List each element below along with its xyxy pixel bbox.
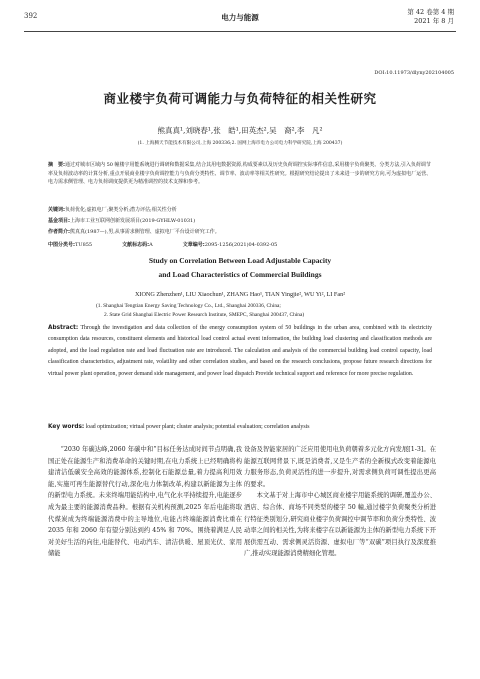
fund-info bbox=[48, 217, 432, 226]
abstract-text: 通过对城市区域内 50 幢楼宇用能系统进行调研和数据采集,结合其用电数据资源,构成要素以及历史负荷调控实际事件信息,采用楼宇负荷聚类、分类方法,引入负荷调节率及负荷波动率的计算分析,重点开展商业楼宇负荷调控能力与负荷分类特性、调节率、波动率等相关性研究。根据研究结论提出了未来进一步的研究方向,可为虚拟电厂运营、电力需求侧管理、电力负荷调度提供更为精准调控的技术支撑和参考。 bbox=[48, 162, 432, 186]
fund-text: 上海市工业互联网创新发展项目(2019-GYHLW-01031) bbox=[70, 218, 196, 224]
english-abstract bbox=[48, 323, 432, 380]
issue-info bbox=[407, 8, 454, 26]
chinese-affiliations: (1. 上海腾天节能技术有限公司,上海 200336;2. 国网上海市电力公司电力科学研究院,上海 200437) bbox=[137, 141, 343, 146]
document-code: 文献标志码:A bbox=[122, 242, 153, 248]
english-title-line2: and Load Characteristics of Commercial Buildings bbox=[158, 270, 322, 279]
english-title-line1: Study on Correlation Between Load Adjustable Capacity bbox=[148, 256, 332, 265]
journal-name: 电力与能源 bbox=[221, 13, 259, 22]
author-bio-text: 熊真真(1987—),男,从事需求侧管理、虚拟电厂平台设计研究工作。 bbox=[70, 229, 220, 235]
keywords-text: 负荷优化;虚拟电厂;聚类分析;潜力评估;相关性分析 bbox=[65, 207, 177, 213]
chinese-title: 商业楼宇负荷可调能力与负荷特征的相关性研究 bbox=[103, 91, 377, 106]
english-affiliation-1: (1. Shanghai Tengtian Energy Saving Technology Co., Ltd., Shanghai 200336, China; bbox=[96, 303, 281, 309]
fund-label: 基金项目: bbox=[48, 218, 70, 224]
body-paragraph: “2030 年碳达峰,2060 年碳中和”目标任务达成时间节点明确,我国正处在能源生产和消费革命的关键时期,在电力系统上已经明确将构建清洁低碳安全高效的能源体系,控制化石能源总量,着力提高利用效能,实施可再生能源替代行动,深化电力体制改革,构建以新能源为主体的新型电力系统。未来终端用能结构中,电气化水平持续提升,电能逐步成为最主要的能源消费品种。根据有关机构预测,2025 年后电能将取代煤炭成为终端能源消费中的主导地位,电能占终端能源消费比重在 2035 年和 2060 年有望分别达到约 45% 和 70%。围绕着满足人民对美好生活的向往,电能替代、电动汽车、清洁供暖、屋顶光伏、家用储能 bbox=[48, 446, 242, 558]
chinese-abstract bbox=[48, 161, 432, 187]
english-abstract-text: Through the investigation and data collection of the energy consumption system of 50 buildings in the urban area, combined with its electricity consumption data resources, constituent elements and historical load control actual event information, the building load clustering and classification methods are adopted, and the load regulation rate and load fluctuation rate are introduced. The calculation and analysis of the commercial building load control capacity, load classification characteristics, adjustment rate, volatility and other correlation studies, and based on the research conclusions, propose future research directions for virtual power plant operation, power demand side management, and power load dispatch Provide technical support and reference for more precise regulation. bbox=[48, 325, 432, 377]
issue-volume: 第 42 卷第 4 期 bbox=[407, 8, 454, 16]
header-rule bbox=[24, 31, 456, 32]
article-number: 文章编号:2095-1256(2021)04-0392-05 bbox=[182, 242, 278, 248]
chinese-keywords bbox=[48, 206, 432, 215]
english-affiliation-2: 2. State Grid Shanghai Electric Power Research Institute, SMEPC, Shanghai 200437, China) bbox=[104, 312, 305, 318]
body-paragraph: 设备及智能家居的广泛应用使用电负荷朝着多元化方向发展[1-3]。在能源互联网背景下,既是消费者,又是生产者的全新模式改变着能源电力服务形态,负荷灵活性的进一步提升,对需求侧负荷可调性提出更高的要求。 bbox=[244, 446, 436, 488]
english-authors: XIONG Zhenzhen¹, LIU Xiaochun¹, ZHANG Hao¹, TIAN Yingjie², WU Yi², LI Fan² bbox=[134, 291, 346, 298]
classification-row bbox=[48, 241, 277, 248]
doi[interactable]: DOI:10.11973/dlyny202104005 bbox=[374, 70, 454, 76]
english-keywords-label: Key words: bbox=[48, 424, 85, 430]
abstract-label: 摘 要: bbox=[48, 162, 65, 168]
clc-number: 中图分类号:TU855 bbox=[48, 242, 93, 248]
issue-date: 2021 年 8 月 bbox=[414, 17, 454, 25]
chinese-authors: 熊真真¹,刘晓春¹,张 皓¹,田英杰²,吴 裔²,李 凡² bbox=[157, 126, 323, 135]
keywords-label: 关键词: bbox=[48, 207, 65, 213]
english-keywords-text: load optimization; virtual power plant; cluster analysis; potential evaluation; correlation analysis bbox=[85, 424, 310, 430]
page-number: 392 bbox=[24, 12, 38, 20]
author-bio-label: 作者简介: bbox=[48, 229, 70, 235]
body-paragraph: 本文基于对上海市中心城区商业楼宇用能系统的调研,覆盖办公、酒店、综合体、商场不同类型的楼宇 50 幢,通过楼宇负荷聚类分析进行特征类别划分,研究商业楼宇负荷调控中调节率和负荷分类特性、波动率之间的相关性,为将来楼宇在以新能源为主体的新型电力系统下开展供需互动、需求侧灵活资源、虚拟电厂等“双碳”项目执行及深度推广,推动实现能源消费精细化管理。 bbox=[244, 492, 436, 558]
english-abstract-label: Abstract: bbox=[48, 325, 79, 331]
body-left-column bbox=[48, 444, 242, 560]
body-right-column bbox=[244, 444, 436, 560]
author-bio bbox=[48, 228, 432, 237]
english-keywords bbox=[48, 424, 432, 430]
